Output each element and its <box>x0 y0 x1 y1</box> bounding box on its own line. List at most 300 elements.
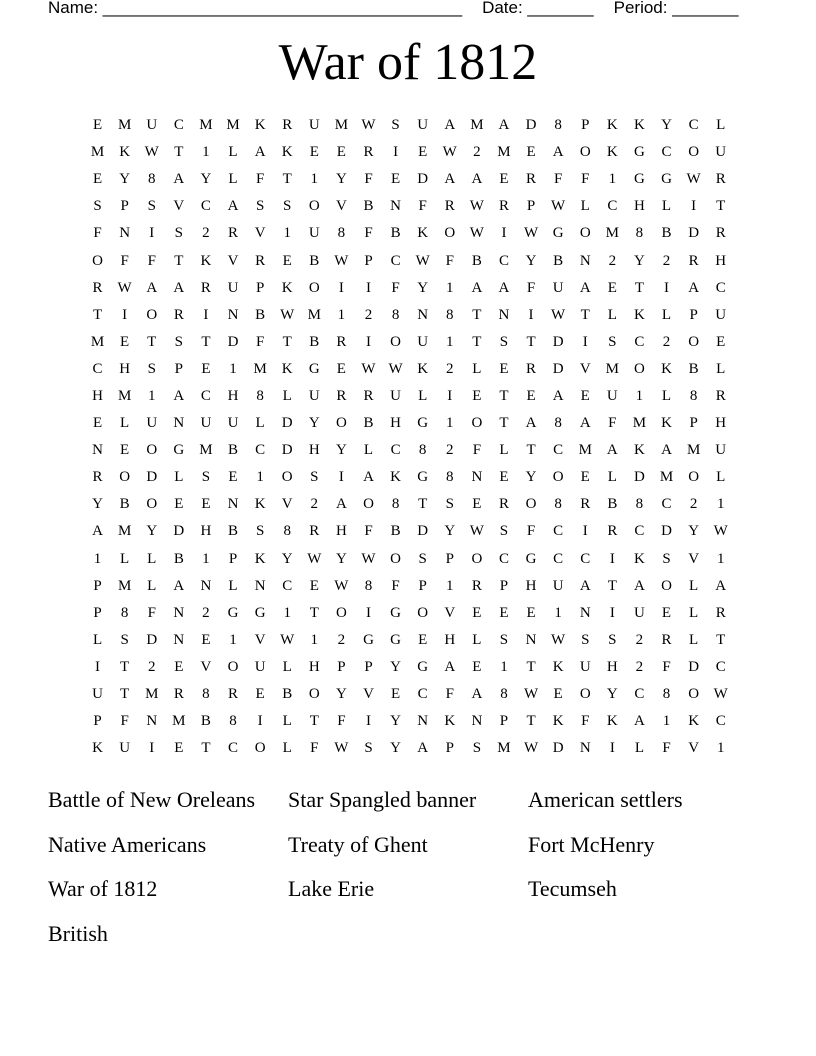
grid-letter[interactable]: N <box>471 713 483 730</box>
grid-letter[interactable]: D <box>552 333 564 350</box>
grid-letter[interactable]: E <box>174 496 184 513</box>
grid-letter[interactable]: H <box>715 415 727 432</box>
grid-letter[interactable]: G <box>173 442 185 459</box>
grid-letter[interactable]: I <box>365 604 371 621</box>
grid-letter[interactable]: Y <box>661 117 672 134</box>
grid-letter[interactable]: P <box>337 658 346 675</box>
grid-letter[interactable]: S <box>662 550 671 567</box>
grid-letter[interactable]: 2 <box>337 631 346 648</box>
grid-letter[interactable]: N <box>471 469 483 486</box>
grid-letter[interactable]: E <box>201 631 211 648</box>
grid-letter[interactable]: R <box>200 279 211 296</box>
grid-letter[interactable]: I <box>338 469 344 486</box>
grid-letter[interactable]: N <box>227 496 239 513</box>
grid-letter[interactable]: R <box>471 577 482 594</box>
grid-letter[interactable]: K <box>92 740 103 757</box>
grid-letter[interactable]: D <box>688 658 700 675</box>
grid-letter[interactable]: H <box>390 415 401 432</box>
grid-letter[interactable]: Y <box>335 442 347 459</box>
grid-letter[interactable]: S <box>499 333 509 350</box>
grid-letter[interactable]: U <box>390 387 401 404</box>
grid-letter[interactable]: O <box>634 360 645 377</box>
grid-letter[interactable]: F <box>391 279 400 296</box>
grid-letter[interactable]: M <box>659 469 674 486</box>
grid-letter[interactable]: R <box>309 523 320 540</box>
grid-letter[interactable]: K <box>688 713 700 730</box>
grid-letter[interactable]: E <box>526 604 536 621</box>
grid-letter[interactable]: A <box>173 577 185 594</box>
grid-letter[interactable]: 1 <box>716 740 725 757</box>
grid-letter[interactable]: 2 <box>147 658 156 675</box>
grid-letter[interactable]: L <box>689 577 699 594</box>
grid-letter[interactable]: I <box>122 306 128 323</box>
grid-letter[interactable]: K <box>634 117 645 134</box>
grid-letter[interactable]: S <box>255 198 265 215</box>
grid-letter[interactable]: F <box>120 252 129 269</box>
grid-letter[interactable]: D <box>227 333 239 350</box>
grid-letter[interactable]: T <box>607 577 617 594</box>
grid-letter[interactable]: W <box>551 198 566 215</box>
grid-letter[interactable]: 2 <box>446 442 454 459</box>
grid-letter[interactable]: I <box>365 279 371 296</box>
grid-letter[interactable]: R <box>715 171 726 188</box>
grid-letter[interactable]: H <box>715 252 727 269</box>
grid-letter[interactable]: F <box>662 740 671 757</box>
grid-letter[interactable]: E <box>472 496 482 513</box>
grid-letter[interactable]: O <box>471 415 483 432</box>
grid-letter[interactable]: C <box>553 523 564 540</box>
grid-letter[interactable]: 2 <box>446 360 454 377</box>
grid-letter[interactable]: L <box>689 631 699 648</box>
grid-letter[interactable]: Y <box>606 686 618 703</box>
grid-letter[interactable]: 8 <box>256 387 264 404</box>
grid-letter[interactable]: I <box>501 225 507 242</box>
grid-letter[interactable]: W <box>361 550 376 567</box>
grid-letter[interactable]: B <box>282 686 293 703</box>
grid-letter[interactable]: G <box>390 604 401 621</box>
grid-letter[interactable]: 1 <box>716 550 725 567</box>
grid-letter[interactable]: I <box>582 523 588 540</box>
grid-letter[interactable]: A <box>444 171 456 188</box>
grid-letter[interactable]: L <box>147 577 157 594</box>
grid-letter[interactable]: Y <box>308 415 320 432</box>
grid-letter[interactable]: V <box>335 198 347 215</box>
grid-letter[interactable]: C <box>228 740 239 757</box>
grid-letter[interactable]: R <box>255 252 266 269</box>
grid-letter[interactable]: V <box>200 658 212 675</box>
grid-letter[interactable]: N <box>200 577 212 594</box>
grid-letter[interactable]: P <box>93 713 102 730</box>
grid-letter[interactable]: H <box>634 198 645 215</box>
grid-letter[interactable]: A <box>552 387 564 404</box>
grid-letter[interactable]: F <box>418 198 427 215</box>
grid-letter[interactable]: R <box>688 252 699 269</box>
grid-letter[interactable]: U <box>200 415 212 432</box>
grid-letter[interactable]: A <box>335 496 347 513</box>
grid-letter[interactable]: Y <box>417 279 429 296</box>
grid-letter[interactable]: P <box>418 577 427 594</box>
grid-letter[interactable]: P <box>93 577 102 594</box>
grid-letter[interactable]: Y <box>390 713 401 730</box>
grid-letter[interactable]: 2 <box>689 496 698 513</box>
grid-letter[interactable]: Y <box>146 523 158 540</box>
grid-letter[interactable]: 1 <box>337 306 346 323</box>
grid-letter[interactable]: P <box>255 279 265 296</box>
grid-letter[interactable]: 8 <box>337 225 346 242</box>
grid-letter[interactable]: 8 <box>662 686 671 703</box>
grid-letter[interactable]: F <box>581 713 590 730</box>
grid-letter[interactable]: U <box>308 225 320 242</box>
grid-letter[interactable]: A <box>227 198 239 215</box>
grid-letter[interactable]: T <box>472 306 482 323</box>
grid-letter[interactable]: O <box>688 469 700 486</box>
grid-letter[interactable]: P <box>364 658 373 675</box>
grid-letter[interactable]: A <box>498 279 510 296</box>
grid-letter[interactable]: Y <box>335 686 347 703</box>
grid-letter[interactable]: 2 <box>473 144 481 161</box>
grid-letter[interactable]: L <box>282 713 292 730</box>
grid-letter[interactable]: M <box>117 523 132 540</box>
grid-letter[interactable]: W <box>523 686 539 703</box>
grid-letter[interactable]: O <box>417 604 429 621</box>
grid-letter[interactable]: S <box>255 523 265 540</box>
grid-letter[interactable]: O <box>146 442 158 459</box>
grid-letter[interactable]: T <box>580 306 590 323</box>
grid-letter[interactable]: A <box>92 523 103 540</box>
grid-letter[interactable]: O <box>308 198 320 215</box>
grid-letter[interactable]: Y <box>390 740 401 757</box>
grid-letter[interactable]: E <box>255 686 265 703</box>
date-field[interactable]: Date: _______ <box>482 0 594 17</box>
grid-letter[interactable]: A <box>715 577 727 594</box>
grid-letter[interactable]: N <box>146 713 158 730</box>
grid-letter[interactable]: I <box>149 740 155 757</box>
grid-letter[interactable]: 1 <box>446 279 454 296</box>
grid-letter[interactable]: F <box>147 604 156 621</box>
grid-letter[interactable]: E <box>120 442 130 459</box>
grid-letter[interactable]: V <box>254 631 266 648</box>
grid-letter[interactable]: O <box>688 144 700 161</box>
grid-letter[interactable]: B <box>553 252 564 269</box>
grid-letter[interactable]: D <box>281 442 293 459</box>
grid-letter[interactable]: R <box>92 279 103 296</box>
grid-letter[interactable]: W <box>415 252 430 269</box>
grid-letter[interactable]: G <box>417 469 429 486</box>
grid-letter[interactable]: M <box>497 144 511 161</box>
grid-letter[interactable]: H <box>525 577 537 594</box>
grid-letter[interactable]: 8 <box>689 387 698 404</box>
grid-letter[interactable]: L <box>716 117 726 134</box>
grid-letter[interactable]: P <box>689 306 698 323</box>
grid-letter[interactable]: G <box>390 631 401 648</box>
grid-letter[interactable]: U <box>146 415 158 432</box>
grid-letter[interactable]: S <box>391 117 400 134</box>
grid-letter[interactable]: 1 <box>446 333 454 350</box>
grid-letter[interactable]: U <box>552 577 564 594</box>
grid-letter[interactable]: C <box>498 252 509 269</box>
grid-letter[interactable]: V <box>254 225 266 242</box>
grid-letter[interactable]: S <box>445 496 454 513</box>
grid-letter[interactable]: C <box>661 496 672 513</box>
grid-letter[interactable]: P <box>93 604 102 621</box>
grid-letter[interactable]: M <box>90 144 105 161</box>
grid-letter[interactable]: F <box>445 686 454 703</box>
grid-letter[interactable]: A <box>606 442 618 459</box>
grid-letter[interactable]: T <box>120 686 130 703</box>
grid-letter[interactable]: R <box>173 686 184 703</box>
grid-letter[interactable]: O <box>390 333 401 350</box>
grid-letter[interactable]: F <box>364 171 373 188</box>
grid-letter[interactable]: E <box>553 686 563 703</box>
grid-letter[interactable]: N <box>498 306 510 323</box>
grid-letter[interactable]: A <box>444 658 456 675</box>
grid-letter[interactable]: C <box>553 550 564 567</box>
grid-letter[interactable]: N <box>417 306 429 323</box>
grid-letter[interactable]: A <box>634 577 645 594</box>
grid-letter[interactable]: P <box>526 198 536 215</box>
grid-letter[interactable]: K <box>552 713 564 730</box>
grid-letter[interactable]: V <box>444 604 456 621</box>
grid-letter[interactable]: 1 <box>310 631 319 648</box>
grid-letter[interactable]: K <box>200 252 212 269</box>
grid-letter[interactable]: I <box>664 279 670 296</box>
grid-letter[interactable]: R <box>526 171 537 188</box>
grid-letter[interactable]: M <box>117 387 132 404</box>
grid-letter[interactable]: C <box>661 144 672 161</box>
grid-letter[interactable]: R <box>173 306 184 323</box>
grid-letter[interactable]: Y <box>525 252 537 269</box>
grid-letter[interactable]: B <box>173 550 184 567</box>
grid-letter[interactable]: M <box>172 713 186 730</box>
grid-letter[interactable]: D <box>146 631 158 648</box>
grid-letter[interactable]: 1 <box>229 360 237 377</box>
grid-letter[interactable]: S <box>283 198 292 215</box>
grid-letter[interactable]: F <box>472 442 482 459</box>
grid-letter[interactable]: E <box>92 171 103 188</box>
grid-letter[interactable]: S <box>310 469 319 486</box>
grid-letter[interactable]: W <box>551 306 566 323</box>
grid-letter[interactable]: R <box>498 198 509 215</box>
grid-letter[interactable]: U <box>227 415 239 432</box>
grid-letter[interactable]: A <box>525 415 537 432</box>
grid-letter[interactable]: K <box>281 279 293 296</box>
grid-letter[interactable]: V <box>688 550 700 567</box>
grid-letter[interactable]: I <box>528 306 534 323</box>
grid-letter[interactable]: A <box>417 740 429 757</box>
grid-letter[interactable]: H <box>92 387 103 404</box>
grid-letter[interactable]: V <box>579 360 591 377</box>
grid-letter[interactable]: C <box>200 387 211 404</box>
grid-letter[interactable]: S <box>499 523 509 540</box>
grid-letter[interactable]: W <box>280 631 295 648</box>
grid-letter[interactable]: R <box>228 225 239 242</box>
grid-letter[interactable]: B <box>661 225 672 242</box>
grid-letter[interactable]: 1 <box>554 604 562 621</box>
grid-letter[interactable]: N <box>579 604 591 621</box>
grid-letter[interactable]: I <box>365 713 371 730</box>
grid-letter[interactable]: K <box>634 442 645 459</box>
grid-letter[interactable]: I <box>609 604 615 621</box>
grid-letter[interactable]: W <box>361 360 376 377</box>
grid-letter[interactable]: 1 <box>93 550 102 567</box>
grid-letter[interactable]: I <box>447 387 453 404</box>
grid-letter[interactable]: E <box>174 740 184 757</box>
grid-letter[interactable]: L <box>228 577 238 594</box>
grid-letter[interactable]: 1 <box>256 469 264 486</box>
grid-letter[interactable]: R <box>607 523 618 540</box>
grid-letter[interactable]: K <box>634 306 645 323</box>
grid-letter[interactable]: A <box>579 279 591 296</box>
grid-letter[interactable]: N <box>254 577 266 594</box>
grid-letter[interactable]: M <box>199 117 213 134</box>
grid-letter[interactable]: Y <box>688 523 700 540</box>
grid-letter[interactable]: T <box>499 387 509 404</box>
grid-letter[interactable]: I <box>609 550 615 567</box>
grid-letter[interactable]: 2 <box>635 658 644 675</box>
grid-letter[interactable]: C <box>634 523 645 540</box>
grid-letter[interactable]: R <box>363 387 374 404</box>
grid-letter[interactable]: L <box>472 360 482 377</box>
grid-letter[interactable]: 8 <box>554 415 562 432</box>
grid-letter[interactable]: U <box>417 333 429 350</box>
grid-letter[interactable]: 1 <box>608 171 617 188</box>
grid-letter[interactable]: A <box>363 469 374 486</box>
grid-letter[interactable]: S <box>174 225 183 242</box>
grid-letter[interactable]: U <box>308 387 320 404</box>
grid-letter[interactable]: O <box>444 225 456 242</box>
grid-letter[interactable]: G <box>308 360 320 377</box>
grid-letter[interactable]: L <box>255 415 265 432</box>
grid-letter[interactable]: E <box>336 360 346 377</box>
grid-letter[interactable]: B <box>228 442 239 459</box>
grid-letter[interactable]: E <box>580 469 590 486</box>
grid-letter[interactable]: L <box>120 415 130 432</box>
grid-letter[interactable]: I <box>393 144 399 161</box>
grid-letter[interactable]: A <box>579 577 591 594</box>
grid-letter[interactable]: O <box>335 415 347 432</box>
grid-letter[interactable]: S <box>581 631 590 648</box>
grid-letter[interactable]: O <box>525 496 537 513</box>
grid-letter[interactable]: T <box>147 333 157 350</box>
grid-letter[interactable]: O <box>688 686 700 703</box>
grid-letter[interactable]: T <box>282 171 292 188</box>
grid-letter[interactable]: K <box>417 225 429 242</box>
grid-letter[interactable]: P <box>120 198 129 215</box>
period-field[interactable]: Period: _______ <box>613 0 739 17</box>
grid-letter[interactable]: E <box>418 631 428 648</box>
grid-letter[interactable]: F <box>255 171 265 188</box>
grid-letter[interactable]: K <box>444 713 456 730</box>
grid-letter[interactable]: U <box>552 279 564 296</box>
grid-letter[interactable]: T <box>634 279 644 296</box>
grid-letter[interactable]: F <box>120 713 129 730</box>
grid-letter[interactable]: M <box>145 686 159 703</box>
grid-letter[interactable]: T <box>201 333 211 350</box>
grid-letter[interactable]: I <box>582 333 588 350</box>
grid-letter[interactable]: L <box>607 306 617 323</box>
grid-letter[interactable]: A <box>471 279 483 296</box>
grid-letter[interactable]: C <box>607 198 618 215</box>
grid-letter[interactable]: 2 <box>635 631 644 648</box>
grid-letter[interactable]: N <box>173 604 185 621</box>
grid-letter[interactable]: R <box>580 496 591 513</box>
grid-letter[interactable]: N <box>417 713 429 730</box>
grid-letter[interactable]: S <box>201 469 211 486</box>
grid-letter[interactable]: V <box>173 198 185 215</box>
grid-letter[interactable]: 8 <box>446 306 454 323</box>
grid-letter[interactable]: S <box>120 631 129 648</box>
grid-letter[interactable]: E <box>499 360 509 377</box>
grid-letter[interactable]: B <box>607 496 618 513</box>
grid-letter[interactable]: N <box>390 198 401 215</box>
grid-letter[interactable]: Y <box>335 171 347 188</box>
grid-letter[interactable]: I <box>257 713 263 730</box>
grid-letter[interactable]: F <box>608 415 617 432</box>
grid-letter[interactable]: D <box>661 523 672 540</box>
grid-letter[interactable]: O <box>227 658 239 675</box>
grid-letter[interactable]: O <box>579 144 591 161</box>
grid-letter[interactable]: M <box>117 577 132 594</box>
grid-letter[interactable]: A <box>146 279 158 296</box>
grid-letter[interactable]: 1 <box>147 387 156 404</box>
grid-letter[interactable]: R <box>363 144 374 161</box>
grid-letter[interactable]: V <box>688 740 700 757</box>
grid-letter[interactable]: T <box>526 658 536 675</box>
grid-letter[interactable]: A <box>688 279 700 296</box>
grid-letter[interactable]: E <box>201 360 211 377</box>
grid-letter[interactable]: T <box>472 333 482 350</box>
grid-letter[interactable]: B <box>363 415 374 432</box>
grid-letter[interactable]: S <box>147 360 156 377</box>
grid-letter[interactable]: L <box>363 442 374 459</box>
grid-letter[interactable]: C <box>417 686 428 703</box>
grid-letter[interactable]: 2 <box>202 604 210 621</box>
grid-letter[interactable]: H <box>606 658 618 675</box>
grid-letter[interactable]: Y <box>119 171 131 188</box>
grid-letter[interactable]: E <box>201 496 211 513</box>
grid-letter[interactable]: I <box>691 198 697 215</box>
grid-letter[interactable]: T <box>92 306 103 323</box>
grid-letter[interactable]: N <box>227 306 239 323</box>
grid-letter[interactable]: L <box>282 740 292 757</box>
grid-letter[interactable]: H <box>200 523 212 540</box>
grid-letter[interactable]: K <box>661 360 672 377</box>
grid-letter[interactable]: B <box>309 333 320 350</box>
grid-letter[interactable]: T <box>174 144 184 161</box>
grid-letter[interactable]: O <box>579 225 591 242</box>
grid-letter[interactable]: C <box>498 550 509 567</box>
grid-letter[interactable]: N <box>173 415 185 432</box>
grid-letter[interactable]: D <box>634 469 645 486</box>
grid-letter[interactable]: O <box>579 686 591 703</box>
grid-letter[interactable]: W <box>523 740 539 757</box>
grid-letter[interactable]: I <box>365 333 371 350</box>
grid-letter[interactable]: S <box>174 333 183 350</box>
grid-letter[interactable]: W <box>469 523 484 540</box>
grid-letter[interactable]: F <box>553 171 563 188</box>
grid-letter[interactable]: W <box>117 279 132 296</box>
grid-letter[interactable]: L <box>634 740 644 757</box>
grid-letter[interactable]: C <box>282 577 293 594</box>
grid-letter[interactable]: P <box>228 550 238 567</box>
grid-letter[interactable]: 8 <box>635 496 644 513</box>
grid-letter[interactable]: L <box>228 144 238 161</box>
grid-letter[interactable]: 2 <box>662 333 671 350</box>
grid-letter[interactable]: U <box>146 117 158 134</box>
grid-letter[interactable]: U <box>579 658 591 675</box>
grid-letter[interactable]: R <box>92 469 103 486</box>
grid-letter[interactable]: W <box>686 171 701 188</box>
